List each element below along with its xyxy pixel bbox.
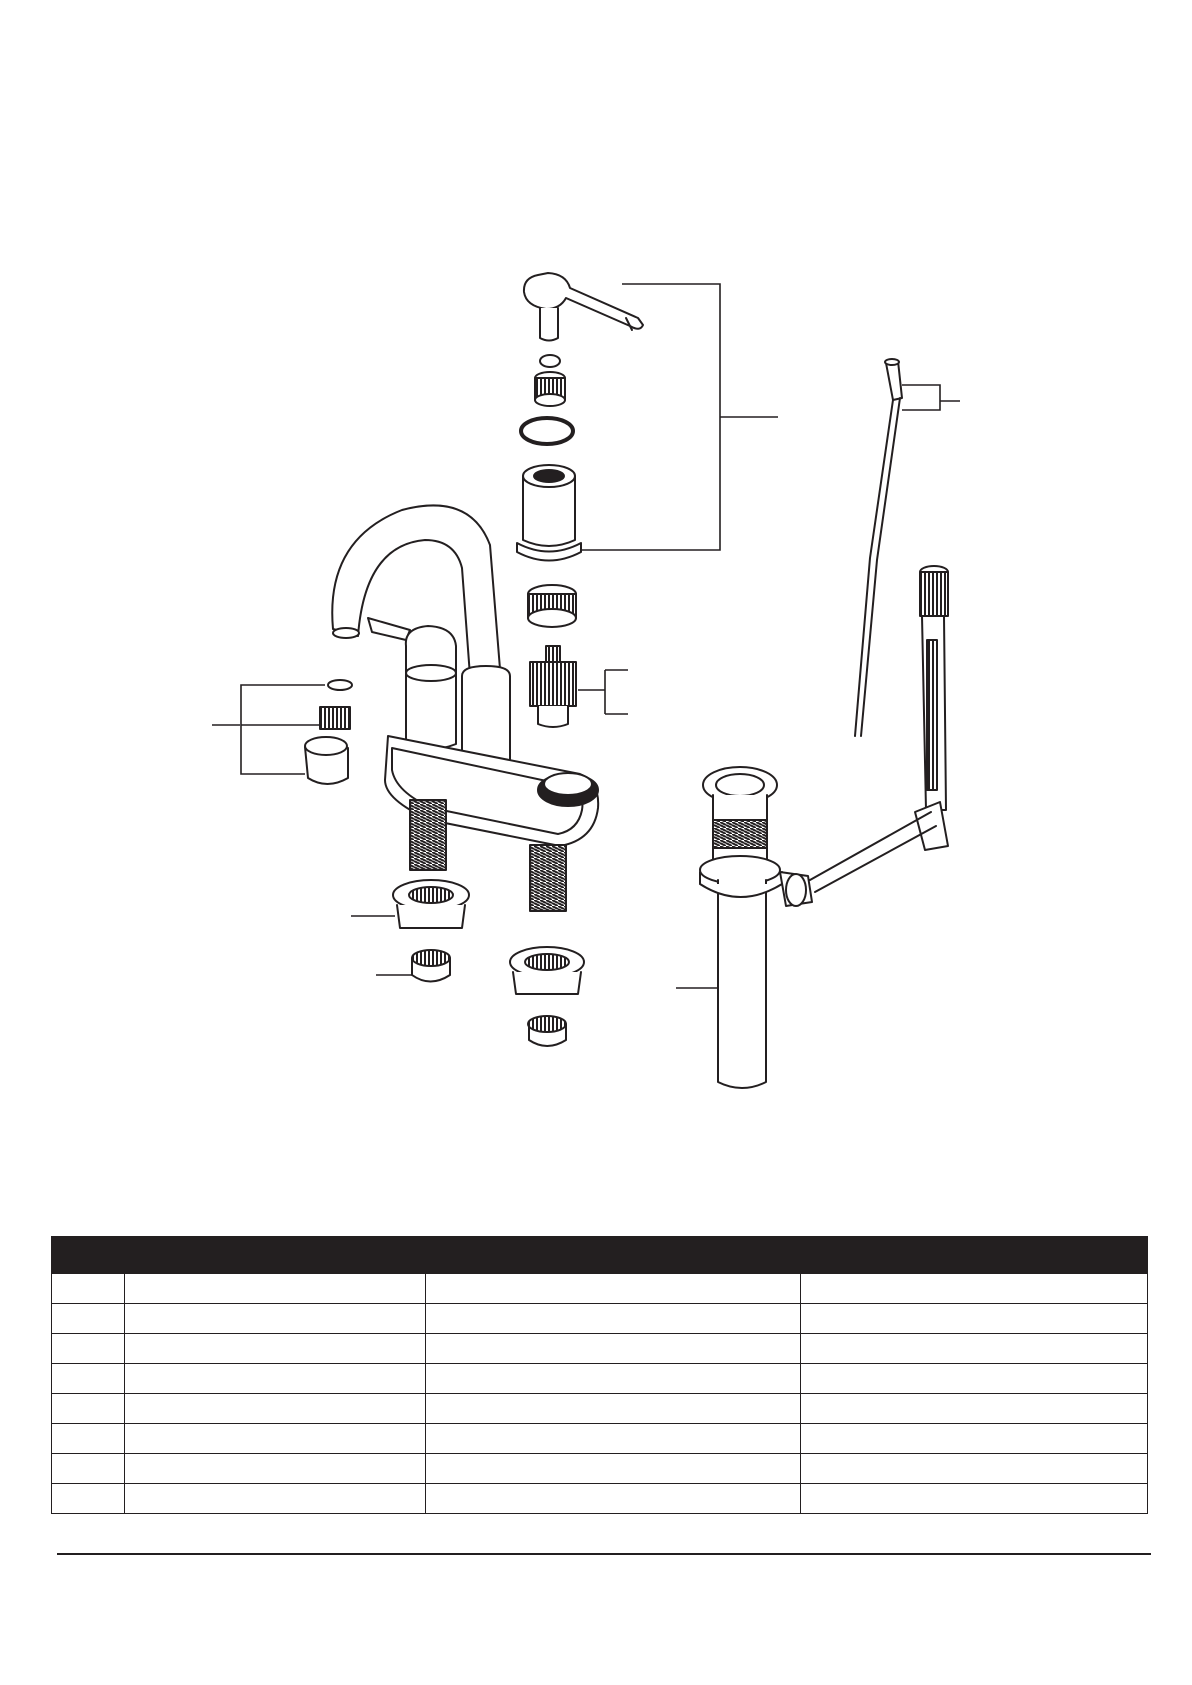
table-cell [52, 1484, 125, 1514]
table-cell [52, 1364, 125, 1394]
mounting-nut-part [393, 880, 469, 928]
aerator-assembly-part [305, 680, 352, 784]
table-cell [426, 1424, 801, 1454]
table-cell [125, 1454, 426, 1484]
table-cell [801, 1274, 1148, 1304]
table-cell [426, 1454, 801, 1484]
table-cell [52, 1274, 125, 1304]
hex-nut-part-right [528, 1016, 566, 1046]
footer-divider [57, 1553, 1151, 1555]
table-row [52, 1304, 1148, 1334]
table-row [52, 1274, 1148, 1304]
handle-assembly-part [524, 273, 643, 341]
pop-up-drain-assembly-part [700, 767, 812, 1088]
mounting-nut-part-right [510, 947, 584, 994]
table-row [52, 1364, 1148, 1394]
seal-ring-part [521, 418, 573, 444]
table-cell [52, 1304, 125, 1334]
callout-leader-handle [580, 284, 778, 550]
table-cell [801, 1394, 1148, 1424]
table-row [52, 1424, 1148, 1454]
table-cell [125, 1394, 426, 1424]
table-cell [125, 1274, 426, 1304]
lift-rod-part [855, 359, 902, 736]
table-cell [125, 1484, 426, 1514]
handle-sleeve-part [517, 465, 581, 561]
table-cell [125, 1364, 426, 1394]
header-cell-4 [801, 1237, 1148, 1274]
table-cell [426, 1484, 801, 1514]
table-cell [52, 1424, 125, 1454]
header-cell-1 [52, 1237, 125, 1274]
table-row [52, 1394, 1148, 1424]
table-cell [426, 1274, 801, 1304]
table-cell [801, 1484, 1148, 1514]
table-row [52, 1484, 1148, 1514]
callout-leader-lift-rod [902, 385, 960, 410]
table-cell [801, 1424, 1148, 1454]
small-o-ring-part [540, 355, 560, 367]
table-cell [801, 1304, 1148, 1334]
bonnet-nut-part [535, 372, 565, 406]
table-cell [426, 1334, 801, 1364]
table-cell [426, 1394, 801, 1424]
table-cell [125, 1334, 426, 1364]
table-cell [52, 1334, 125, 1364]
table-header-row [52, 1237, 1148, 1274]
table-cell [426, 1304, 801, 1334]
table-row [52, 1454, 1148, 1484]
table-row [52, 1334, 1148, 1364]
cartridge-part [530, 646, 576, 727]
table-cell [801, 1334, 1148, 1364]
cartridge-nut-part [528, 585, 576, 627]
extension-strap-part [810, 566, 948, 892]
table-cell [52, 1454, 125, 1484]
table-cell [125, 1424, 426, 1454]
hex-nut-part [412, 950, 450, 982]
table-cell [52, 1394, 125, 1424]
callout-leader-cartridge [578, 670, 628, 714]
table-cell [426, 1364, 801, 1394]
parts-list-table [51, 1236, 1148, 1514]
header-cell-3 [426, 1237, 801, 1274]
table-cell [125, 1304, 426, 1334]
header-cell-2 [125, 1237, 426, 1274]
table-cell [801, 1364, 1148, 1394]
table-cell [801, 1454, 1148, 1484]
